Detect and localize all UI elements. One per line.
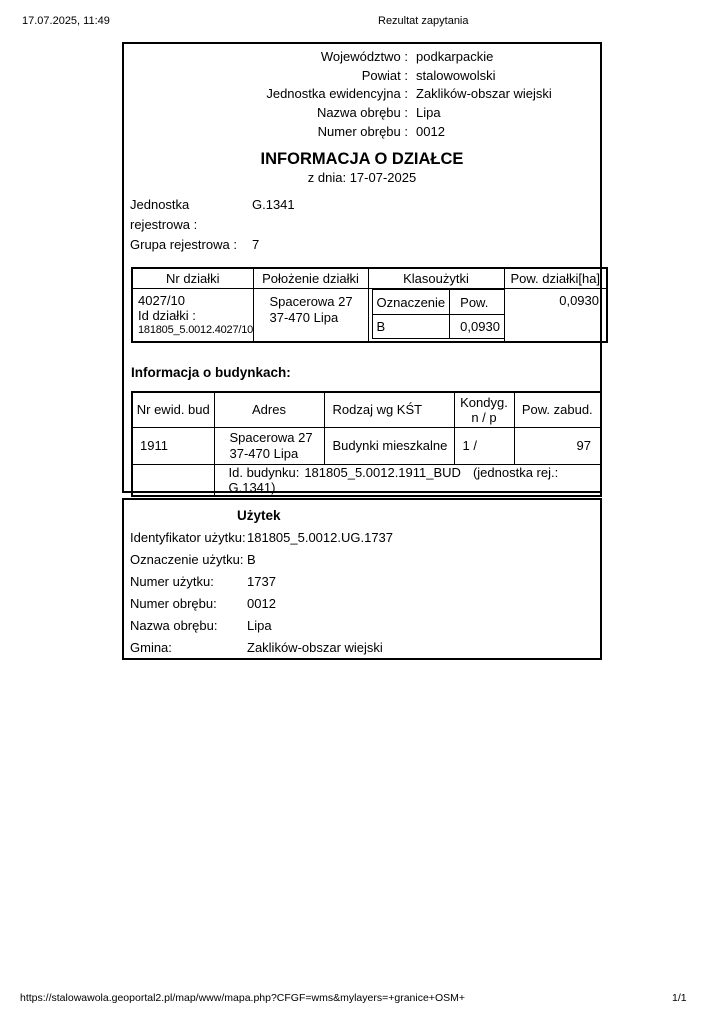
parcel-table-row [132, 288, 607, 342]
location-label: Powiat : [361, 67, 408, 83]
register-label: Grupa rejestrowa : [130, 236, 237, 252]
column-header: Adres [214, 392, 324, 428]
building-id-row [132, 464, 601, 496]
uzytek-box [122, 498, 602, 660]
print-url: https://stalowawola.geoportal2.pl/map/www/mapa.php?CFGF=wms&mylayers=+granice+OSM+ [20, 992, 465, 1004]
location-value: podkarpackie [416, 49, 494, 64]
uzytek-label: Numer obrębu: [130, 596, 217, 611]
empty-cell [132, 464, 214, 496]
column-header-line: Kondyg. [460, 394, 508, 410]
column-header: Rodzaj wg KŚT [324, 392, 454, 428]
address-line: 37-470 Lipa [269, 309, 339, 325]
parcel-id-label: Id działki : [138, 307, 196, 323]
building-number: 1911 [132, 427, 214, 464]
building-register-unit: (jednostka rej.: G.1341) [228, 464, 559, 495]
print-title: Rezultat zapytania [378, 15, 469, 27]
column-header: Nr ewid. bud [132, 392, 214, 428]
parcel-area: 0,0930 [504, 288, 607, 342]
buildings-header-row [132, 392, 601, 428]
print-page-number: 1/1 [672, 992, 687, 1004]
column-header: Nr działki [132, 268, 253, 289]
location-value: stalowowolski [416, 67, 496, 83]
building-address-cell [214, 427, 324, 464]
parcel-table-header-row [132, 268, 607, 289]
address-line: 37-470 Lipa [229, 445, 299, 461]
column-header: Klasoużytki [368, 268, 504, 289]
document-date: z dnia: 17-07-2025 [307, 169, 417, 185]
location-label: Województwo : [320, 49, 408, 64]
uzytek-label: Numer użytku: [130, 574, 214, 589]
column-header: Pow. [450, 289, 505, 314]
column-header [454, 392, 514, 428]
building-floors: 1 / [454, 427, 514, 464]
location-summary [130, 48, 594, 142]
uzytek-value: B [247, 552, 256, 567]
location-label: Numer obrębu : [317, 123, 408, 139]
buildings-heading: Informacja o budynkach: [131, 364, 291, 380]
uzytek-value: 1737 [247, 574, 276, 589]
column-header: Pow. zabud. [514, 392, 601, 428]
land-use-code: B [372, 314, 450, 338]
uzytek-value: Zaklików-obszar wiejski [247, 640, 383, 655]
parcel-info-box [122, 42, 602, 493]
building-area: 97 [514, 427, 601, 464]
uzytek-label: Nazwa obrębu: [130, 618, 218, 633]
parcel-table [131, 267, 608, 343]
address-line: Spacerowa 27 [269, 293, 353, 309]
register-value: 7 [252, 236, 260, 252]
location-value: Lipa [416, 105, 441, 121]
parcel-number-cell [132, 288, 253, 342]
document-title: INFORMACJA O DZIAŁCE [260, 149, 464, 168]
print-datetime: 17.07.2025, 11:49 [22, 15, 110, 27]
building-id-label: Id. budynku: [228, 464, 300, 480]
uzytek-label: Gmina: [130, 640, 172, 655]
location-value: 0012 [416, 123, 445, 139]
building-id-cell [214, 464, 601, 496]
uzytek-value: Lipa [247, 618, 272, 633]
land-use-cell [368, 288, 504, 342]
land-use-row [372, 314, 504, 338]
uzytek-value: 181805_5.0012.UG.1737 [247, 530, 394, 545]
column-header-line: n / p [471, 409, 497, 425]
column-header: Pow. działki[ha] [504, 268, 607, 289]
parcel-number: 4027/10 [138, 292, 185, 308]
buildings-table [131, 391, 602, 497]
uzytek-label: Identyfikator użytku: [130, 530, 246, 545]
land-use-header-row [372, 289, 504, 314]
address-line: Spacerowa 27 [229, 429, 313, 445]
column-header: Oznaczenie [372, 289, 450, 314]
parcel-address-cell [253, 288, 368, 342]
uzytek-value: 0012 [247, 596, 276, 611]
building-id-value: 181805_5.0012.1911_BUD [304, 464, 461, 480]
building-row [132, 427, 601, 464]
register-value: G.1341 [252, 196, 295, 212]
location-value: Zaklików-obszar wiejski [416, 86, 552, 102]
register-label: Jednostka rejestrowa : [130, 196, 198, 232]
building-type: Budynki mieszkalne [324, 427, 454, 464]
column-header: Położenie działki [253, 268, 368, 289]
uzytek-title: Użytek [237, 508, 281, 523]
land-use-subtable [372, 289, 505, 339]
location-label: Jednostka ewidencyjna : [266, 86, 408, 102]
parcel-id-value: 181805_5.0012.4027/10 [138, 323, 254, 336]
land-use-area: 0,0930 [450, 314, 505, 338]
location-label: Nazwa obrębu : [316, 105, 408, 121]
uzytek-label: Oznaczenie użytku: [130, 552, 244, 567]
uzytek-details [130, 530, 594, 656]
register-summary [130, 195, 594, 255]
